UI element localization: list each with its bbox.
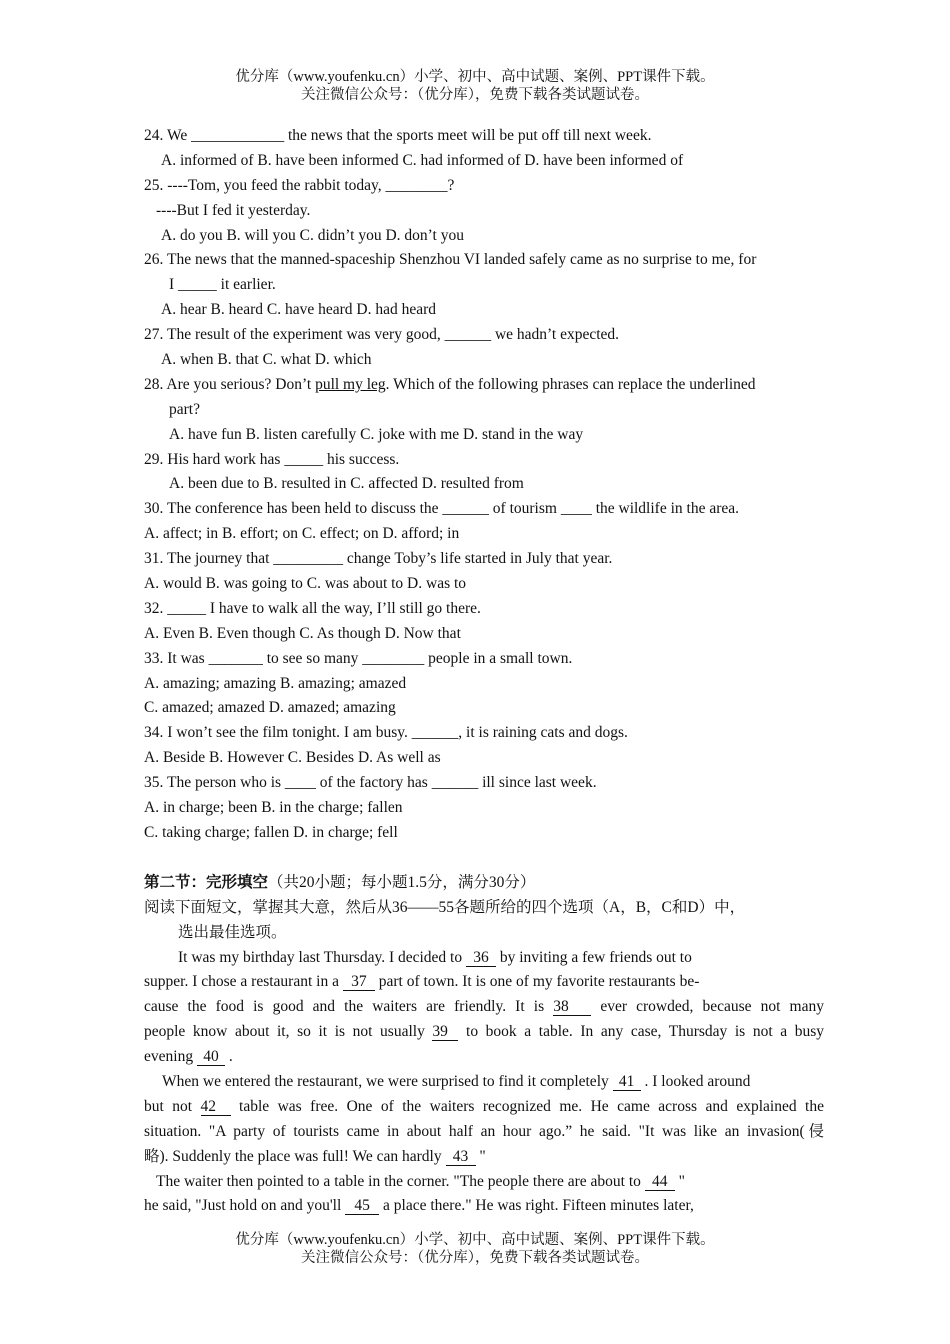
passage-text: table was free. One of the waiters recognized me. He came across and explained the bbox=[230, 1097, 824, 1115]
question-27-options: A. when B. that C. what D. which bbox=[161, 351, 372, 369]
passage-line: situation. "A party of tourists came in about half an hour ago.” he said. "It was like an invasion(侵 bbox=[144, 1122, 824, 1140]
question-35-options-2: C. taking charge; fallen D. in charge; fell bbox=[144, 823, 398, 841]
question-29-options: A. been due to B. resulted in C. affected D. resulted from bbox=[169, 475, 524, 493]
section-2-title: 第二节：完形填空 bbox=[144, 873, 269, 891]
blank-41: 41 bbox=[613, 1074, 641, 1091]
question-26-options: A. hear B. heard C. have heard D. had heard bbox=[161, 301, 437, 319]
passage-line bbox=[144, 946, 824, 971]
passage-text: cause the food is good and the waiters are friendly. It is bbox=[144, 998, 554, 1016]
question-25-reply: ----But I fed it yesterday. bbox=[156, 201, 311, 219]
question-28-stem-cont: part? bbox=[169, 400, 200, 418]
passage-line bbox=[144, 1070, 824, 1095]
blank-45: 45 bbox=[345, 1198, 379, 1215]
question-27-stem: 27. The result of the experiment was very good, ______ we hadn’t expected. bbox=[144, 326, 620, 344]
question-34-options: A. Beside B. However C. Besides D. As well as bbox=[144, 749, 441, 767]
passage-text: part of town. It is one of my favorite restaurants be- bbox=[374, 973, 700, 991]
passage-text: people know about it, so it is not usually bbox=[144, 1023, 433, 1041]
section-2-heading bbox=[144, 871, 824, 896]
question-26-stem-cont: I _____ it earlier. bbox=[169, 276, 276, 294]
passage-text: . bbox=[224, 1048, 233, 1066]
question-25-stem: 25. ----Tom, you feed the rabbit today, ________? bbox=[144, 176, 455, 194]
footer-line-2: 关注微信公众号：（优分库），免费下载各类试题试卷。 bbox=[301, 1250, 649, 1266]
question-28-stem bbox=[144, 373, 824, 398]
passage-text: The waiter then pointed to a table in the corner. "The people there are about to bbox=[156, 1172, 645, 1190]
passage-text: supper. I chose a restaurant in a bbox=[144, 973, 343, 991]
question-34-stem: 34. I won’t see the film tonight. I am busy. ______, it is raining cats and dogs. bbox=[144, 724, 628, 742]
question-30-options: A. affect; in B. effort; on C. effect; on D. afford; in bbox=[144, 525, 460, 543]
page-header bbox=[0, 68, 950, 104]
blank-37: 37 bbox=[343, 974, 375, 991]
exam-content bbox=[144, 124, 824, 1219]
passage-text: When we entered the restaurant, we were surprised to find it completely bbox=[162, 1072, 613, 1090]
question-31-stem: 31. The journey that _________ change Toby’s life started in July that year. bbox=[144, 550, 613, 568]
question-28-stem-after: . Which of the following phrases can replace the underlined bbox=[385, 375, 756, 393]
passage-text: to book a table. In any case, Thursday is not a busy bbox=[458, 1023, 824, 1041]
passage-line bbox=[144, 1194, 824, 1219]
blank-44: 44 bbox=[645, 1174, 675, 1191]
question-28-options: A. have fun B. listen carefully C. joke with me D. stand in the way bbox=[169, 425, 584, 443]
passage-text: " bbox=[475, 1147, 486, 1165]
question-28-stem-before: 28. Are you serious? Don’t bbox=[144, 375, 316, 393]
question-31-options: A. would B. was going to C. was about to D. was to bbox=[144, 575, 467, 593]
question-32-options: A. Even B. Even though C. As though D. Now that bbox=[144, 624, 461, 642]
passage-text: 略). Suddenly the place was full! We can hardly bbox=[144, 1147, 446, 1165]
passage-text: but not bbox=[144, 1097, 201, 1115]
passage-text: . I looked around bbox=[640, 1072, 751, 1090]
blank-39: 39 bbox=[432, 1024, 458, 1041]
question-26-stem: 26. The news that the manned-spaceship Shenzhou VI landed safely came as no surprise to me, for bbox=[144, 251, 757, 269]
question-33-options-2: C. amazed; amazed D. amazed; amazing bbox=[144, 699, 396, 717]
section-2-instruction-1: 阅读下面短文，掌握其大意，然后从36——55各题所给的四个选项（A，B，C和D）中， bbox=[144, 898, 746, 916]
passage-text: evening bbox=[144, 1048, 197, 1066]
section-2-title-note: （共20小题；每小题1.5分，满分30分） bbox=[268, 873, 536, 891]
blank-42: 42 bbox=[201, 1099, 231, 1116]
question-30-stem: 30. The conference has been held to discuss the ______ of tourism ____ the wildlife in the area. bbox=[144, 500, 740, 518]
passage-line bbox=[144, 1145, 824, 1170]
passage-line bbox=[144, 1170, 824, 1195]
question-25-options: A. do you B. will you C. didn’t you D. don’t you bbox=[161, 226, 464, 244]
passage-line bbox=[144, 1045, 824, 1070]
page-footer bbox=[0, 1231, 950, 1267]
passage-text: " bbox=[674, 1172, 685, 1190]
passage-text: It was my birthday last Thursday. I decided to bbox=[178, 948, 466, 966]
passage-line bbox=[144, 970, 824, 995]
passage-text: he said, "Just hold on and you'll bbox=[144, 1197, 346, 1215]
passage-text: ever crowded, because not many bbox=[591, 998, 824, 1016]
question-29-stem: 29. His hard work has _____ his success. bbox=[144, 450, 400, 468]
question-33-options-1: A. amazing; amazing B. amazing; amazed bbox=[144, 674, 407, 692]
blank-36: 36 bbox=[466, 950, 496, 967]
footer-line-1: 优分库（www.youfenku.cn）小学、初中、高中试题、案例、PPT课件下载。 bbox=[235, 1232, 715, 1248]
passage-text: by inviting a few friends out to bbox=[495, 948, 692, 966]
question-24-options: A. informed of B. have been informed C. had informed of D. have been informed of bbox=[161, 151, 684, 169]
question-32-stem: 32. _____ I have to walk all the way, I’ll still go there. bbox=[144, 599, 481, 617]
blank-43: 43 bbox=[446, 1149, 476, 1166]
passage-line bbox=[144, 1095, 824, 1120]
passage-line bbox=[144, 1020, 824, 1045]
question-33-stem: 33. It was _______ to see so many ________ people in a small town. bbox=[144, 649, 573, 667]
passage-line bbox=[144, 995, 824, 1020]
question-35-stem: 35. The person who is ____ of the factory has ______ ill since last week. bbox=[144, 774, 597, 792]
passage-text: a place there." He was right. Fifteen minutes later, bbox=[379, 1197, 694, 1215]
question-24-stem: 24. We ____________ the news that the sports meet will be put off till next week. bbox=[144, 127, 652, 144]
blank-38: 38 bbox=[553, 999, 591, 1016]
header-line-1: 优分库（www.youfenku.cn）小学、初中、高中试题、案例、PPT课件下载。 bbox=[235, 69, 715, 85]
blank-40: 40 bbox=[197, 1049, 225, 1066]
header-line-2: 关注微信公众号：（优分库），免费下载各类试题试卷。 bbox=[301, 87, 649, 103]
question-28-underlined-phrase: pull my leg bbox=[315, 375, 386, 393]
question-35-options-1: A. in charge; been B. in the charge; fallen bbox=[144, 799, 403, 817]
section-2-instruction-2: 选出最佳选项。 bbox=[178, 923, 287, 941]
